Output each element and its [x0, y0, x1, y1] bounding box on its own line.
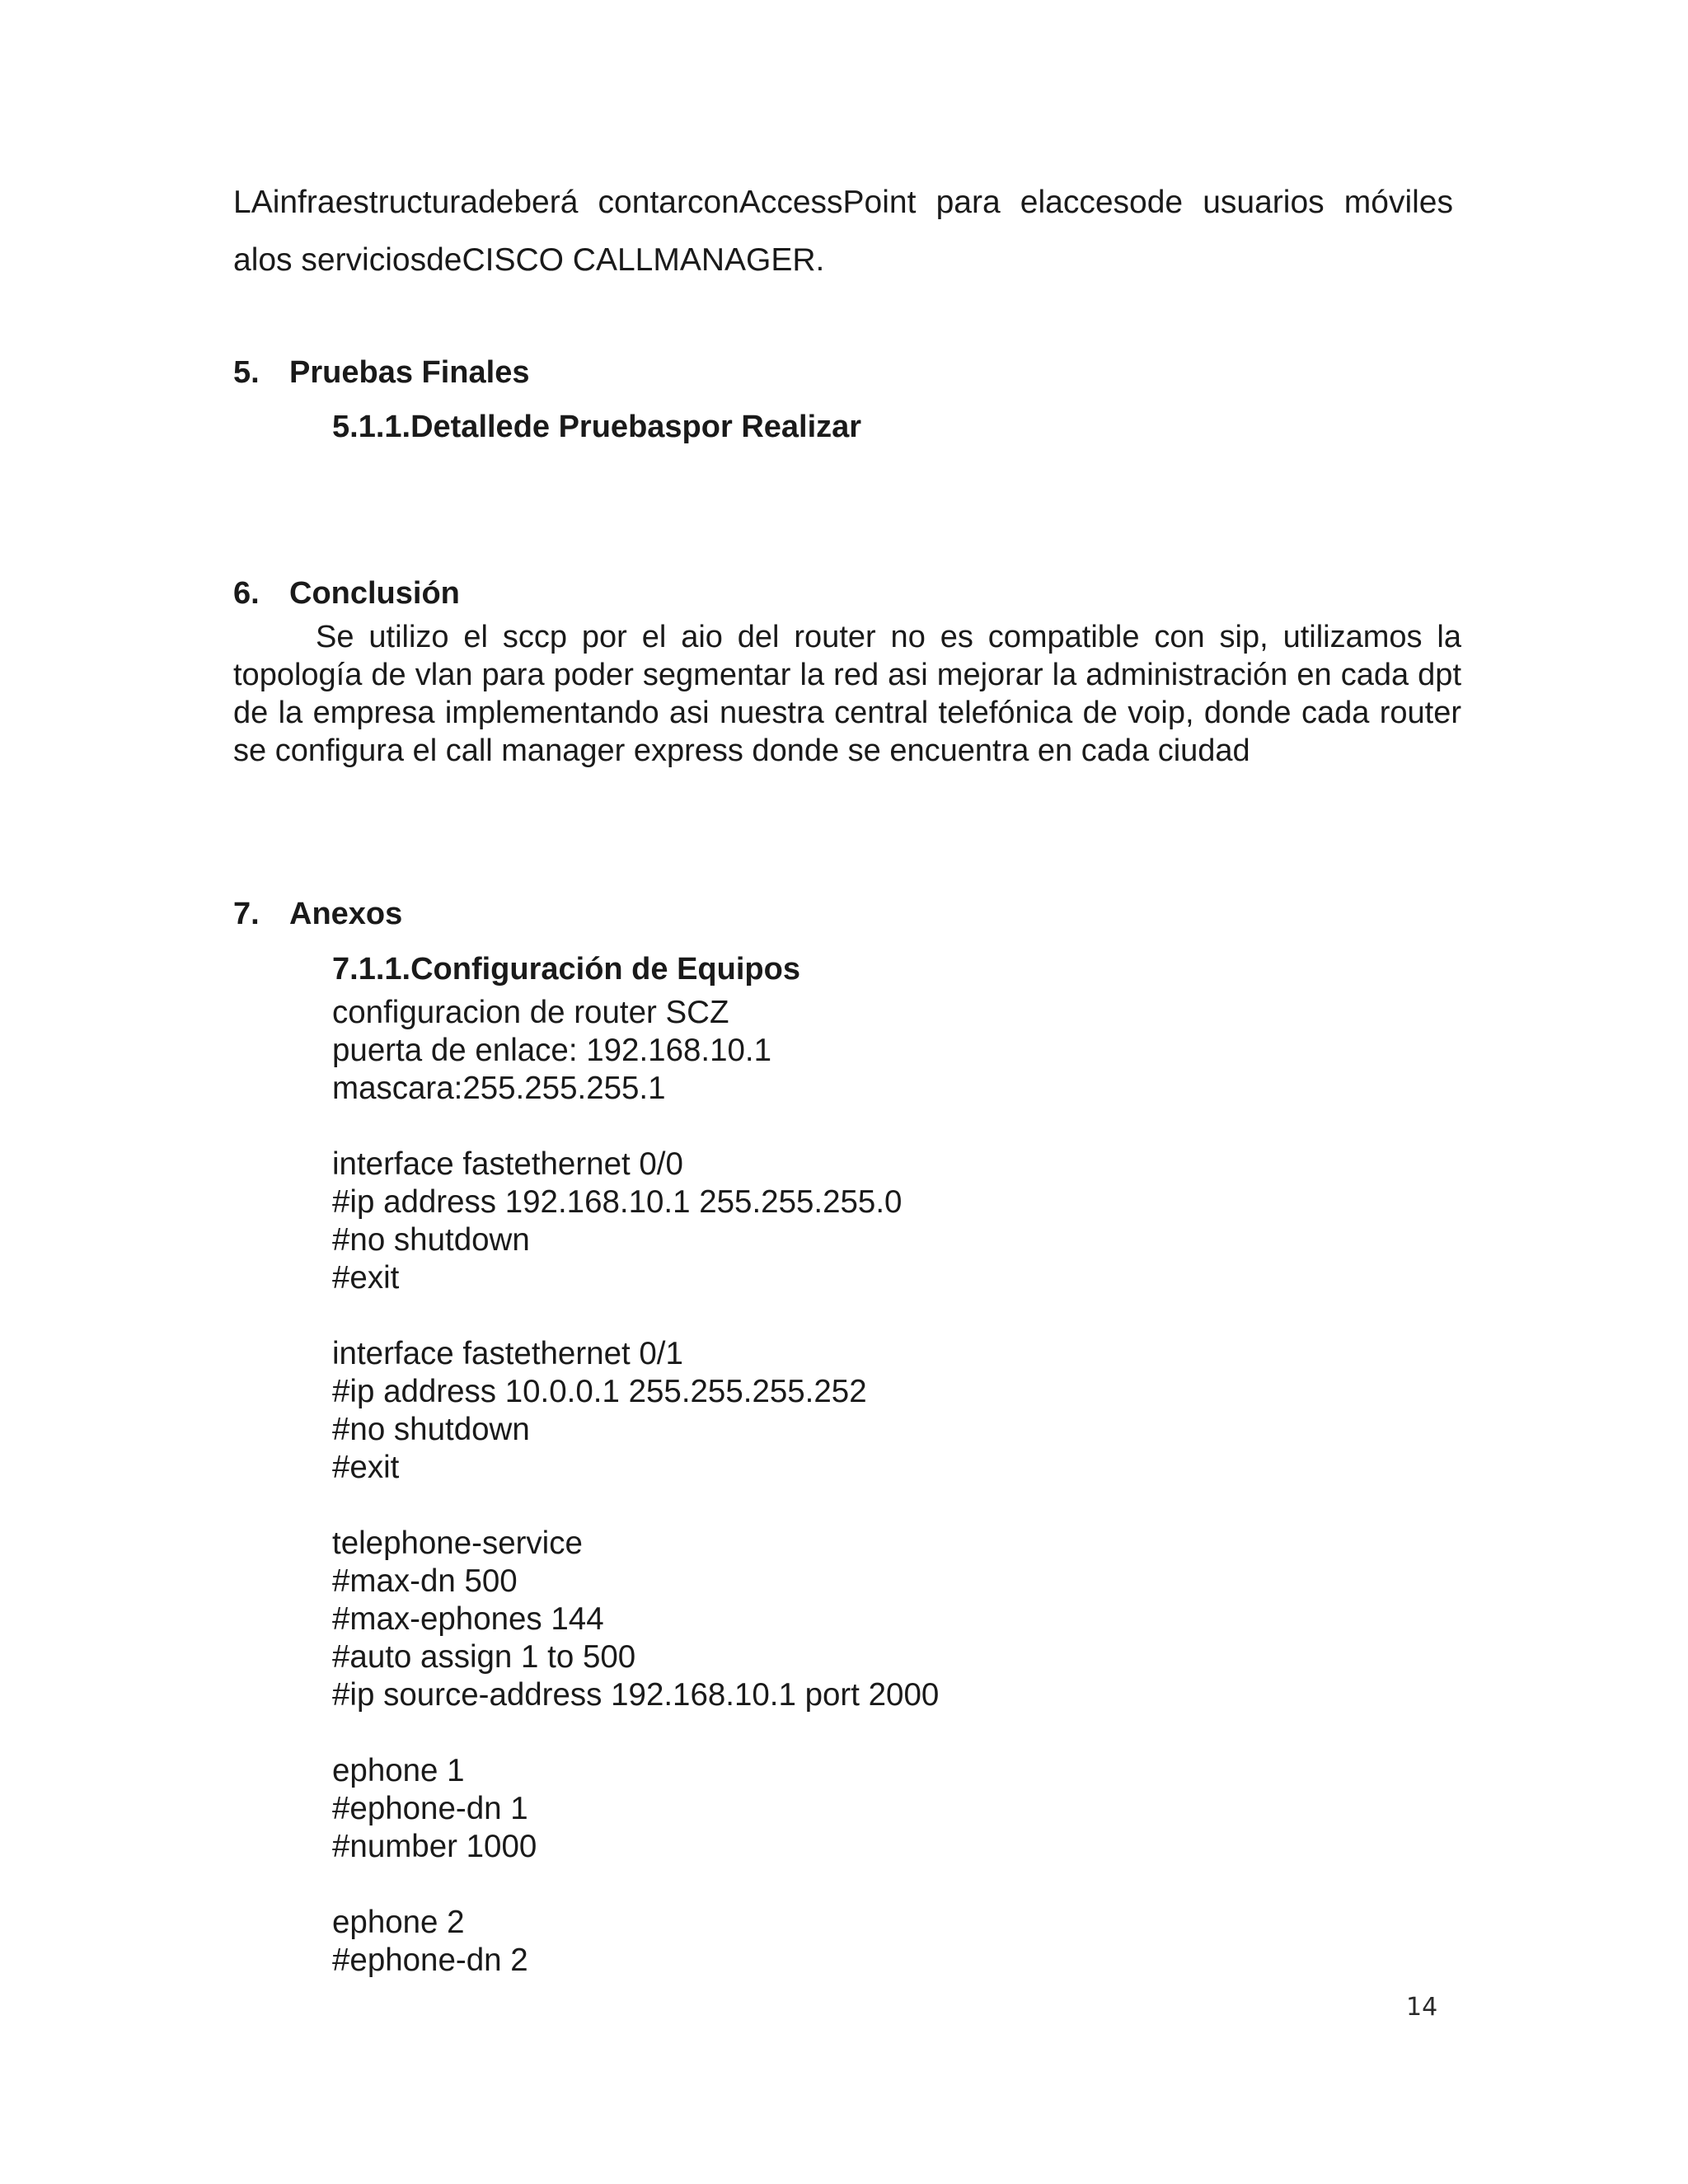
page-number: 14	[1406, 1993, 1438, 2022]
config-blank-line	[332, 1108, 939, 1146]
config-line: configuracion de router SCZ	[332, 995, 729, 1030]
section-5-number: 5.	[233, 355, 260, 390]
config-line: #ephone-dn 1	[332, 1791, 528, 1826]
conclusion-text: Se utilizo el sccp por el aio del router no es compatible con sip, utilizamos la topología de vlan para poder segmentar la red asi mejorar la administración en cada dpt de la empresa implementando asi nuestra central telefónica de voip, donde cada router se configura el call manager express donde se encuentra en cada ciudad	[233, 620, 1461, 768]
config-line: interface fastethernet 0/1	[332, 1336, 683, 1371]
config-line: interface fastethernet 0/0	[332, 1146, 683, 1182]
section-7-1-1-heading: 7.1.1.Configuración de Equipos	[332, 952, 800, 987]
section-6-heading	[233, 574, 460, 613]
config-line: telephone-service	[332, 1526, 583, 1561]
section-7-number: 7.	[233, 897, 260, 931]
config-line: #no shutdown	[332, 1412, 530, 1447]
config-line: ephone 1	[332, 1753, 465, 1788]
config-line: #auto assign 1 to 500	[332, 1639, 636, 1675]
conclusion-paragraph	[233, 618, 1461, 770]
config-line: #exit	[332, 1260, 400, 1296]
config-line: #max-ephones 144	[332, 1601, 604, 1637]
intro-paragraph-line-1: LAinfraestructuradeberá contarconAccessPoint para elaccesode usuarios móviles	[233, 185, 1453, 220]
config-line: #ip source-address 192.168.10.1 port 2000	[332, 1677, 940, 1713]
intro-paragraph-line-2: alos serviciosdeCISCO CALLMANAGER.	[233, 242, 825, 278]
config-line: puerta de enlace: 192.168.10.1	[332, 1033, 772, 1068]
config-line: #number 1000	[332, 1829, 537, 1864]
section-5-title: Pruebas Finales	[289, 355, 530, 390]
config-line: #max-dn 500	[332, 1563, 518, 1599]
section-5-1-1-heading: 5.1.1.Detallede Pruebaspor Realizar	[332, 410, 862, 444]
section-6-number: 6.	[233, 576, 260, 611]
config-blank-line	[332, 1297, 939, 1335]
section-5-heading	[233, 353, 529, 392]
section-7-title: Anexos	[289, 897, 403, 931]
config-line: #ip address 192.168.10.1 255.255.255.0	[332, 1184, 903, 1220]
section-7-heading	[233, 894, 402, 934]
config-line: #ephone-dn 2	[332, 1943, 528, 1978]
config-blank-line	[332, 1866, 939, 1904]
config-line: #ip address 10.0.0.1 255.255.255.252	[332, 1374, 867, 1409]
config-blank-line	[332, 1487, 939, 1525]
section-6-title: Conclusión	[289, 576, 460, 611]
config-line: mascara:255.255.255.1	[332, 1071, 666, 1106]
config-line: #exit	[332, 1450, 400, 1485]
router-configuration-block	[332, 994, 939, 1980]
config-line: ephone 2	[332, 1905, 465, 1940]
config-blank-line	[332, 1714, 939, 1752]
config-line: #no shutdown	[332, 1222, 530, 1258]
